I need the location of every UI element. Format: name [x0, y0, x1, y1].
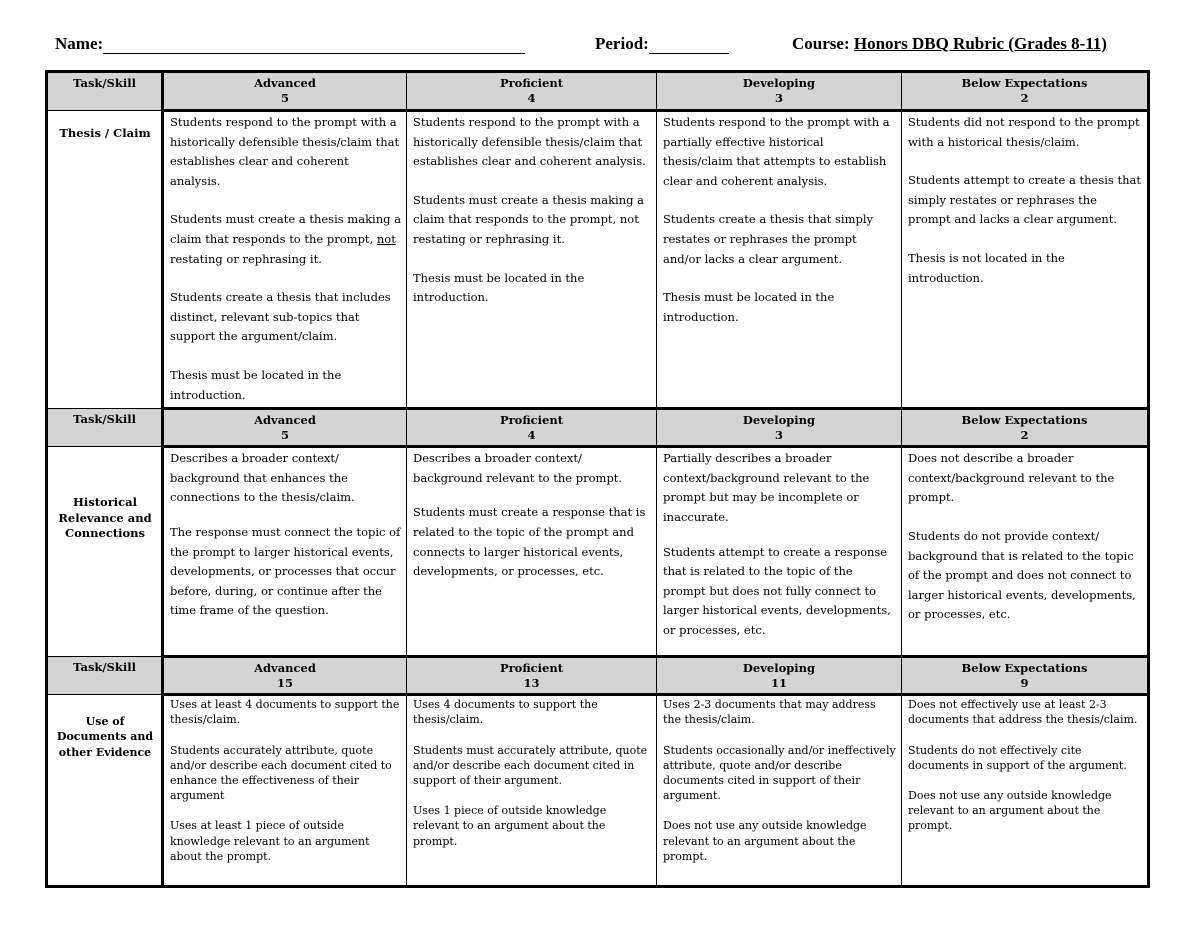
level-header-advanced: Advanced 5	[163, 409, 407, 447]
descriptor-cell: Does not effectively use at least 2-3 documents that address the thesis/claim. Students do not effectively cite documents in support of the argument. Does not use any outside knowledge relevant to an argument about the prompt.	[902, 695, 1149, 887]
descriptor-cell: Uses 4 documents to support the thesis/claim. Students must accurately attribute, quote and/or describe each document cited in support of their argument. Uses 1 piece of outside knowledge relevant to an argument about the prompt.	[407, 695, 657, 887]
task-skill-header: Task/Skill	[47, 657, 163, 695]
course-label: Course:	[792, 34, 850, 53]
task-skill-header: Task/Skill	[47, 72, 163, 111]
name-label: Name:	[55, 34, 104, 53]
level-header-proficient: Proficient 4	[407, 72, 657, 111]
level-header-below-expectations: Below Expectations 2	[902, 409, 1149, 447]
descriptor-cell: Students respond to the prompt with a historically defensible thesis/claim that establishes clear and coherent analysis. Students must create a thesis making a claim that responds to the prompt, not restating or rephrasing it. Thesis must be located in the introduction.	[407, 111, 657, 409]
level-header-advanced: Advanced 15	[163, 657, 407, 695]
level-header-proficient: Proficient 4	[407, 409, 657, 447]
period-field	[595, 34, 729, 58]
level-header-developing: Developing 3	[657, 409, 902, 447]
descriptor-cell: Uses 2-3 documents that may address the thesis/claim. Students occasionally and/or ineffectively attribute, quote and/or describe documents cited in support of their argument. Does not use any outside knowledge relevant to an argument about the prompt.	[657, 695, 902, 887]
course-title: Honors DBQ Rubric (Grades 8-11)	[853, 34, 1107, 53]
rubric-header-row	[47, 72, 1149, 111]
descriptor-cell: Describes a broader context/ background that enhances the connections to the thesis/claim. The response must connect the topic of the prompt to larger historical events, developments, or processes that occur before, during, or continue after the time frame of the question.	[163, 447, 407, 657]
descriptor-cell: Uses at least 4 documents to support the thesis/claim. Students accurately attribute, quote and/or describe each document cited to enhance the effectiveness of their argument Uses at least 1 piece of outside knowledge relevant to an argument about the prompt.	[163, 695, 407, 887]
skill-label: Use of Documents and other Evidence	[47, 695, 163, 887]
rubric-row-historical-relevance	[47, 447, 1149, 657]
name-blank-line[interactable]	[103, 37, 525, 54]
rubric-table	[45, 70, 1150, 888]
period-blank-line[interactable]	[649, 37, 729, 54]
underlined-word: not	[376, 231, 396, 246]
level-header-below-expectations: Below Expectations 2	[902, 72, 1149, 111]
task-skill-header: Task/Skill	[47, 409, 163, 447]
descriptor-cell: Describes a broader context/ background relevant to the prompt. Students must create a response that is related to the topic of the prompt and connects to larger historical events, developments, or processes, etc.	[407, 447, 657, 657]
descriptor-cell: Students respond to the prompt with a partially effective historical thesis/claim that attempts to establish clear and coherent analysis. Students create a thesis that simply restates or rephrases the prompt and/or lacks a clear argument. Thesis must be located in the introduction.	[657, 111, 902, 409]
level-header-below-expectations: Below Expectations 9	[902, 657, 1149, 695]
level-header-proficient: Proficient 13	[407, 657, 657, 695]
descriptor-cell: Students respond to the prompt with a historically defensible thesis/claim that establishes clear and coherent analysis. Students must create a thesis making a claim that responds to the prompt, not restating or rephrasing it. Students create a thesis that includes distinct, relevant sub-topics that support the argument/claim. Thesis must be located in the introduction.	[163, 111, 407, 409]
rubric-header-row	[47, 409, 1149, 447]
descriptor-cell: Partially describes a broader context/background relevant to the prompt but may be incomplete or inaccurate. Students attempt to create a response that is related to the topic of the prompt but does not fully connect to larger historical events, developments, or processes, etc.	[657, 447, 902, 657]
descriptor-cell: Does not describe a broader context/background relevant to the prompt. Students do not provide context/ background that is related to the topic of the prompt and does not connect to larger historical events, developments, or processes, etc.	[902, 447, 1149, 657]
level-header-developing: Developing 11	[657, 657, 902, 695]
name-field	[55, 34, 525, 58]
level-header-developing: Developing 3	[657, 72, 902, 111]
period-label: Period:	[595, 34, 649, 53]
rubric-row-documents-evidence	[47, 695, 1149, 887]
rubric-row-thesis	[47, 111, 1149, 409]
skill-label: Thesis / Claim	[47, 111, 163, 409]
level-header-advanced: Advanced 5	[163, 72, 407, 111]
course-field	[792, 34, 1107, 58]
skill-label: Historical Relevance and Connections	[47, 447, 163, 657]
descriptor-cell: Students did not respond to the prompt with a historical thesis/claim. Students attempt to create a thesis that simply restates or rephrases the prompt and lacks a clear argument. Thesis is not located in the introduction.	[902, 111, 1149, 409]
rubric-header-row	[47, 657, 1149, 695]
